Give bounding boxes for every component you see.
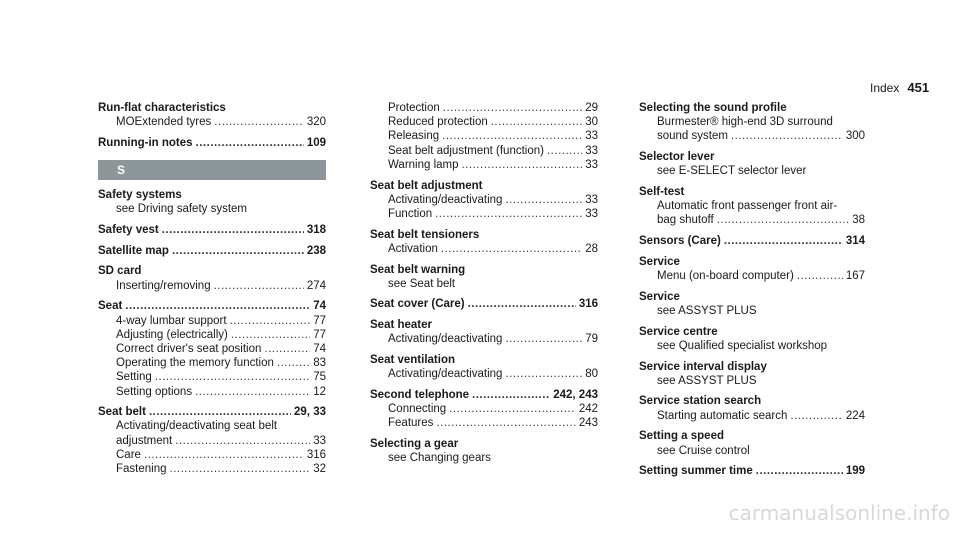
- page-reference[interactable]: 74: [313, 300, 326, 313]
- entry-subitem: Connecting: [388, 403, 447, 416]
- leader-dots: [505, 332, 582, 346]
- entry-subitem: Care: [116, 448, 141, 461]
- page-reference[interactable]: 75: [313, 371, 326, 384]
- page-reference[interactable]: 316: [578, 298, 598, 311]
- leader-dots: [231, 328, 310, 342]
- leader-dots: [724, 234, 843, 248]
- leader-dots: [162, 223, 304, 237]
- index-entry: [639, 325, 865, 353]
- page-reference[interactable]: 33: [313, 434, 326, 447]
- page-reference[interactable]: 77: [313, 328, 326, 341]
- entry-subitem: see ASSYST PLUS: [657, 304, 757, 317]
- entry-heading: Selecting the sound profile: [639, 102, 787, 114]
- leader-dots: [172, 244, 304, 258]
- page-reference[interactable]: 29: [585, 102, 598, 114]
- leader-dots: [196, 136, 304, 150]
- index-entry: [370, 388, 598, 431]
- index-label: Index: [870, 81, 900, 95]
- section-letter-bar: S: [98, 160, 326, 180]
- entry-subitem: Setting: [116, 371, 152, 384]
- leader-dots: [790, 409, 842, 423]
- entry-subitem: see Cruise control: [657, 444, 750, 457]
- page-reference[interactable]: 33: [585, 207, 598, 220]
- page-reference[interactable]: 224: [845, 409, 865, 422]
- entry-heading: Setting summer time: [639, 465, 753, 478]
- index-entry: [98, 405, 326, 476]
- entry-subitem: adjustment: [116, 434, 173, 447]
- entry-heading: Run-flat characteristics: [98, 102, 226, 114]
- page-reference[interactable]: 242: [578, 403, 598, 416]
- leader-dots: [149, 405, 291, 419]
- page-reference[interactable]: 79: [585, 333, 598, 346]
- page-reference[interactable]: 167: [845, 270, 865, 283]
- index-entry: [370, 228, 598, 256]
- index-entry: [98, 264, 326, 292]
- leader-dots: [442, 129, 582, 143]
- entry-subitem: Setting options: [116, 385, 193, 398]
- entry-heading: Seat belt: [98, 406, 146, 419]
- entry-heading: Running-in notes: [98, 136, 193, 149]
- entry-subitem: Adjusting (electrically): [116, 328, 228, 341]
- leader-dots: [155, 370, 310, 384]
- index-entry: [98, 188, 326, 216]
- entry-subitem: see Changing gears: [388, 452, 491, 465]
- index-entry: [639, 394, 865, 422]
- index-column-3: [639, 101, 865, 485]
- entry-heading: Setting a speed: [639, 430, 724, 443]
- leader-dots: [443, 101, 582, 115]
- entry-subitem: Activating/deactivating: [388, 333, 503, 346]
- index-entry: [370, 353, 598, 381]
- leader-dots: [170, 462, 311, 476]
- index-entry: [639, 185, 865, 228]
- page-reference[interactable]: 33: [585, 144, 598, 157]
- entry-heading: Seat belt adjustment: [370, 179, 483, 192]
- leader-dots: [472, 388, 550, 402]
- page-reference[interactable]: 316: [306, 448, 326, 461]
- entry-subitem: Activating/deactivating seat belt: [116, 420, 278, 433]
- leader-dots: [441, 242, 582, 256]
- page-reference[interactable]: 274: [306, 279, 326, 292]
- leader-dots: [277, 356, 310, 370]
- leader-dots: [468, 297, 576, 311]
- entry-heading: Service: [639, 255, 680, 268]
- index-entry: [98, 299, 326, 398]
- page-reference[interactable]: 28: [585, 242, 598, 255]
- entry-subitem: Features: [388, 417, 434, 430]
- entry-heading: Service interval display: [639, 360, 767, 373]
- entry-subitem: see Seat belt: [388, 277, 456, 290]
- leader-dots: [264, 342, 310, 356]
- leader-dots: [731, 129, 843, 143]
- page-reference[interactable]: 29, 33: [294, 406, 326, 419]
- entry-subitem: bag shutoff: [657, 214, 714, 227]
- index-entry: [370, 297, 598, 311]
- leader-dots: [436, 416, 575, 430]
- page-reference[interactable]: 80: [585, 368, 598, 381]
- entry-subitem: MOExtended tyres: [116, 116, 212, 129]
- index-entry: [639, 290, 865, 318]
- entry-heading: Selecting a gear: [370, 438, 459, 451]
- entry-heading: Sensors (Care): [639, 235, 721, 248]
- leader-dots: [505, 367, 582, 381]
- index-entry: [98, 136, 326, 150]
- watermark: carmanualsonline.info: [728, 501, 950, 525]
- entry-subitem: sound system: [657, 130, 728, 143]
- entry-subitem: Operating the memory function: [116, 357, 274, 370]
- page-reference[interactable]: 32: [313, 463, 326, 476]
- leader-dots: [214, 115, 304, 129]
- index-column-1: [98, 101, 326, 483]
- entry-subitem: Seat belt adjustment (function): [388, 144, 544, 157]
- leader-dots: [547, 144, 582, 158]
- leader-dots: [462, 158, 583, 172]
- index-entry: [370, 179, 598, 222]
- page-reference[interactable]: 30: [585, 116, 598, 129]
- leader-dots: [449, 402, 576, 416]
- entry-heading: Satellite map: [98, 244, 169, 257]
- index-entry: [98, 244, 326, 258]
- entry-subitem: Activating/deactivating: [388, 193, 503, 206]
- index-entry: [639, 234, 865, 248]
- entry-heading: Seat belt warning: [370, 263, 466, 276]
- page-reference[interactable]: 83: [313, 357, 326, 370]
- page-reference[interactable]: 109: [306, 136, 326, 149]
- page-header: [870, 80, 929, 95]
- leader-dots: [175, 434, 310, 448]
- entry-heading: Safety systems: [98, 189, 182, 202]
- index-entry: [639, 101, 865, 144]
- leader-dots: [491, 115, 582, 129]
- entry-subitem: Function: [388, 207, 433, 220]
- entry-heading: Service centre: [639, 325, 718, 338]
- page-reference[interactable]: 74: [313, 342, 326, 355]
- index-entry: [639, 464, 865, 478]
- leader-dots: [756, 464, 843, 478]
- entry-heading: Seat ventilation: [370, 354, 455, 367]
- entry-heading: Self-test: [639, 186, 685, 199]
- entry-heading: SD card: [98, 265, 142, 278]
- page-reference[interactable]: 77: [313, 314, 326, 327]
- index-entry: [370, 437, 598, 465]
- page-reference[interactable]: 199: [845, 465, 865, 478]
- entry-subitem: Fastening: [116, 463, 167, 476]
- leader-dots: [717, 213, 850, 227]
- entry-subitem: see Qualified specialist workshop: [657, 339, 828, 352]
- entry-heading: Service station search: [639, 395, 762, 408]
- entry-subitem: see ASSYST PLUS: [657, 374, 757, 387]
- leader-dots: [435, 207, 582, 221]
- entry-heading: Seat cover (Care): [370, 298, 465, 311]
- entry-heading: Second telephone: [370, 388, 470, 401]
- page-reference[interactable]: 243: [578, 417, 598, 430]
- entry-subitem: 4-way lumbar support: [116, 314, 227, 327]
- index-entry: [639, 429, 865, 457]
- page-reference[interactable]: 33: [585, 193, 598, 206]
- leader-dots: [505, 193, 582, 207]
- entry-subitem: Menu (on-board computer): [657, 270, 794, 283]
- page-reference[interactable]: 238: [306, 244, 326, 257]
- page-reference[interactable]: 33: [585, 130, 598, 143]
- index-entry: [639, 150, 865, 178]
- index-entry: [639, 255, 865, 283]
- entry-subitem: Inserting/removing: [116, 279, 211, 292]
- entry-subitem: see Driving safety system: [116, 203, 248, 216]
- index-column-2: [370, 101, 598, 472]
- index-entry: [370, 318, 598, 346]
- index-entry: [370, 101, 598, 172]
- entry-subitem: see E-SELECT selector lever: [657, 165, 807, 178]
- leader-dots: [797, 269, 843, 283]
- entry-subitem: Burmester® high-end 3D surround: [657, 116, 833, 129]
- leader-dots: [230, 314, 311, 328]
- entry-subitem: Starting automatic search: [657, 409, 788, 422]
- entry-heading: Seat heater: [370, 319, 433, 332]
- entry-subitem: Activation: [388, 242, 438, 255]
- leader-dots: [144, 448, 304, 462]
- entry-subitem: Reduced protection: [388, 116, 488, 129]
- entry-heading: Safety vest: [98, 224, 159, 237]
- entry-heading: Seat belt tensioners: [370, 228, 480, 241]
- index-entry: [98, 223, 326, 237]
- page-number: 451: [907, 80, 930, 95]
- page-reference[interactable]: 314: [845, 235, 865, 248]
- entry-subitem: Releasing: [388, 130, 440, 143]
- entry-heading: Service: [639, 290, 680, 303]
- page-reference[interactable]: 38: [852, 214, 865, 227]
- leader-dots: [214, 279, 304, 293]
- page-reference[interactable]: 300: [845, 130, 865, 143]
- entry-subitem: Automatic front passenger front air-: [657, 200, 838, 213]
- entry-heading: Selector lever: [639, 151, 715, 164]
- index-entry: [98, 101, 326, 129]
- page-reference[interactable]: 320: [306, 116, 326, 129]
- entry-subitem: Activating/deactivating: [388, 368, 503, 381]
- leader-dots: [195, 385, 310, 399]
- entry-subitem: Warning lamp: [388, 158, 459, 171]
- page-reference[interactable]: 318: [306, 224, 326, 237]
- entry-subitem: Protection: [388, 102, 440, 114]
- page-reference[interactable]: 242, 243: [553, 388, 598, 401]
- leader-dots: [125, 299, 310, 313]
- page-reference[interactable]: 33: [585, 158, 598, 171]
- page-reference[interactable]: 12: [313, 385, 326, 398]
- index-entry: [639, 360, 865, 388]
- index-entry: [370, 263, 598, 291]
- entry-heading: Seat: [98, 300, 123, 313]
- entry-subitem: Correct driver's seat position: [116, 342, 262, 355]
